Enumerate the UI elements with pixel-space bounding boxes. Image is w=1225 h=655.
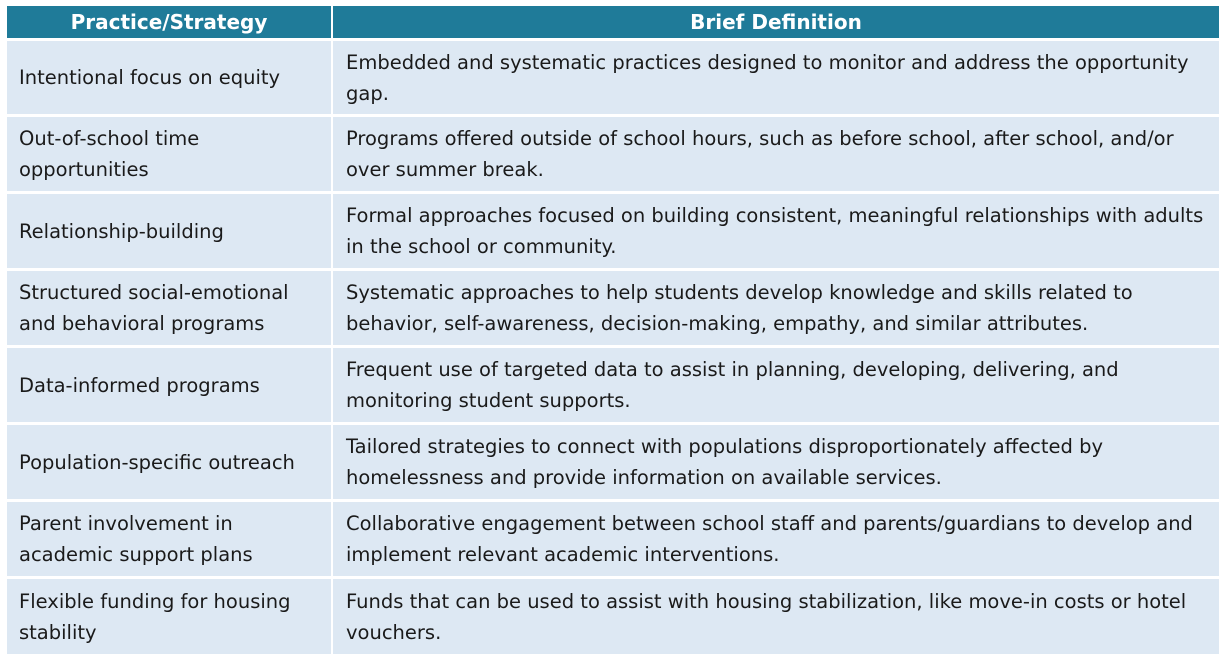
definition-cell: Collaborative engagement between school staff and parents/guardians to develop and implement relevant academic interventions. xyxy=(332,501,1220,578)
table-row xyxy=(6,424,1220,501)
column-header-practice: Practice/Strategy xyxy=(6,6,332,40)
table-row xyxy=(6,40,1220,116)
practice-cell: Population-specific outreach xyxy=(6,424,332,501)
column-header-definition: Brief Definition xyxy=(332,6,1220,40)
table-row xyxy=(6,116,1220,193)
definition-cell: Systematic approaches to help students develop knowledge and skills related to behavior, self-awareness, decision-making, empathy, and similar attributes. xyxy=(332,270,1220,347)
table-row xyxy=(6,347,1220,424)
definition-cell: Embedded and systematic practices designed to monitor and address the opportunity gap. xyxy=(332,40,1220,116)
definition-cell: Frequent use of targeted data to assist in planning, developing, delivering, and monitoring student supports. xyxy=(332,347,1220,424)
practice-cell: Out-of-school time opportunities xyxy=(6,116,332,193)
practice-cell: Relationship-building xyxy=(6,193,332,270)
practice-cell: Parent involvement in academic support plans xyxy=(6,501,332,578)
practices-table xyxy=(5,6,1221,655)
definition-cell: Funds that can be used to assist with housing stabilization, like move-in costs or hotel vouchers. xyxy=(332,578,1220,655)
practice-cell: Intentional focus on equity xyxy=(6,40,332,116)
definition-cell: Tailored strategies to connect with populations disproportionately affected by homelessness and provide information on available services. xyxy=(332,424,1220,501)
table-row xyxy=(6,193,1220,270)
practice-cell: Flexible funding for housing stability xyxy=(6,578,332,655)
table-header-row xyxy=(6,6,1220,40)
table-row xyxy=(6,578,1220,655)
definition-cell: Programs offered outside of school hours, such as before school, after school, and/or over summer break. xyxy=(332,116,1220,193)
table-row xyxy=(6,501,1220,578)
practice-cell: Structured social-emotional and behavioral programs xyxy=(6,270,332,347)
practice-cell: Data-informed programs xyxy=(6,347,332,424)
table-row xyxy=(6,270,1220,347)
definition-cell: Formal approaches focused on building consistent, meaningful relationships with adults in the school or community. xyxy=(332,193,1220,270)
